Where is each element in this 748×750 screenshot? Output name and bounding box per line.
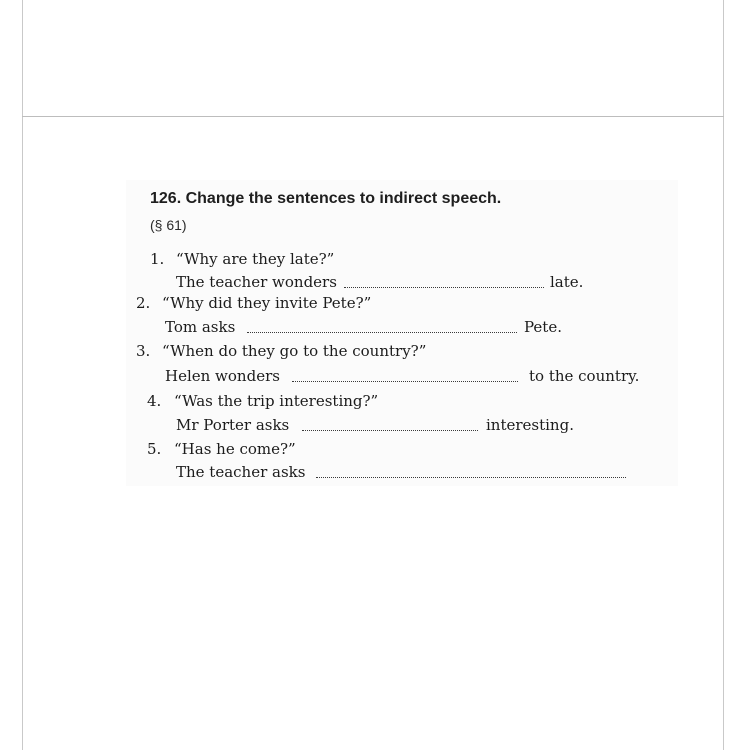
top-divider [22,116,724,117]
item-2-quote: “Why did they invite Pete?” [162,294,372,312]
item-4-quote: “Was the trip interesting?” [174,392,379,410]
item-4-number: 4. [147,392,162,410]
item-1-answer-blank [344,287,544,288]
item-2-answer-blank [247,332,517,333]
item-2-tail: Pete. [524,318,562,336]
grammar-reference: (§ 61) [150,217,187,233]
item-2-number: 2. [136,294,151,312]
item-5-number: 5. [147,440,162,458]
item-2-lead: Tom asks [165,318,236,336]
item-3-number: 3. [136,342,151,360]
item-5-lead: The teacher asks [176,463,306,481]
item-3-lead: Helen wonders [165,367,280,385]
item-5-quote: “Has he come?” [174,440,296,458]
item-1-quote: “Why are they late?” [176,250,335,268]
item-3-quote: “When do they go to the country?” [162,342,427,360]
item-4-tail: interesting. [486,416,574,434]
item-3-tail: to the country. [529,367,640,385]
item-4-answer-blank [302,430,478,431]
item-1-tail: late. [550,273,584,291]
exercise-title: 126. Change the sentences to indirect speech. [150,190,502,207]
item-5-answer-blank [316,477,626,478]
item-1-lead: The teacher wonders [176,273,337,291]
item-1-number: 1. [150,250,165,268]
item-3-answer-blank [292,381,518,382]
item-4-lead: Mr Porter asks [176,416,290,434]
